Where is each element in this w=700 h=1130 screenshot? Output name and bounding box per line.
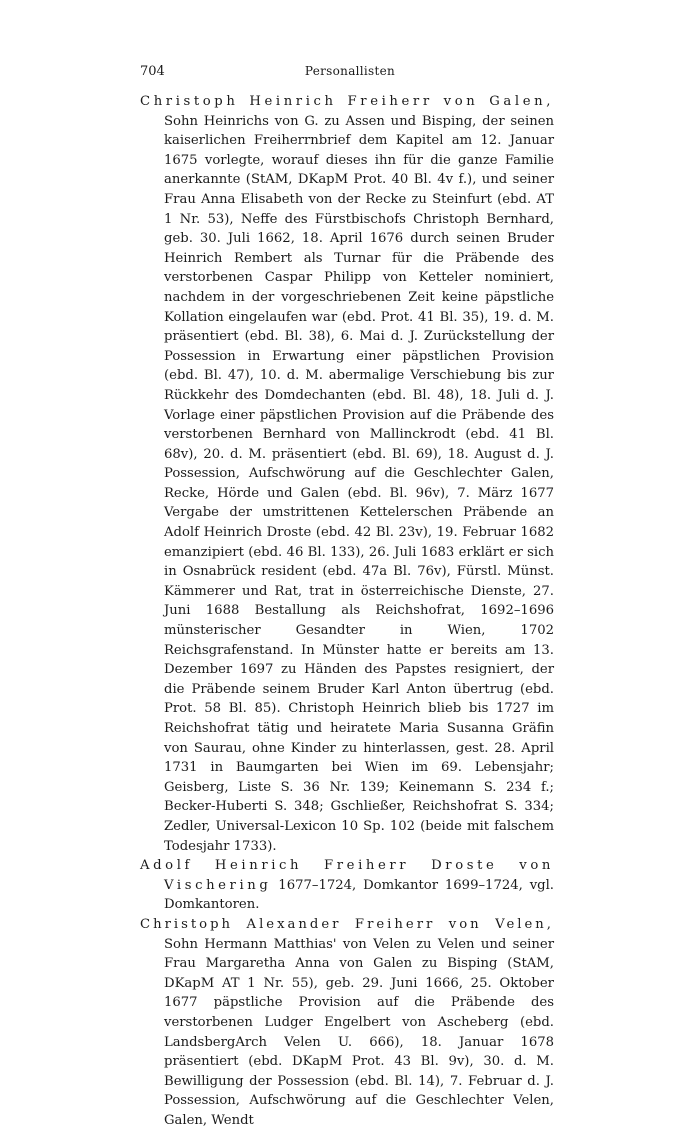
entry-droste bbox=[140, 856, 554, 915]
entry-name: Christoph Alexander Freiherr von Velen, bbox=[140, 916, 554, 932]
page-body bbox=[140, 92, 554, 1130]
entry-text: 1677–1724, Domkantor 1699–1724, vgl. Domkantoren. bbox=[164, 877, 554, 913]
page-header bbox=[140, 64, 560, 86]
entry-name: Christoph Heinrich Freiherr von Galen, bbox=[140, 94, 554, 109]
page-number: 704 bbox=[140, 64, 165, 79]
entry-text: Sohn Heinrichs von G. zu Assen und Bisping, der seinen kaiserlichen Freiherrnbrief dem Kapitel am 12. Januar 1675 vorlegte, worauf dieses ihn für die ganze Familie anerkannte (StAM, DKapM Prot. 40 Bl. 4v f.), und seiner Frau Anna Elisabeth von der Recke zu Steinfurt (ebd. AT 1 Nr. 53), Neffe des Fürstbischofs Christoph Bernhard, geb. 30. Juli 1662, 18. April 1676 durch seinen Bruder Heinrich Rembert als Turnar für die Präbende des verstorbenen Caspar Philipp von Ketteler nominiert, nachdem in der vorgeschriebenen Zeit keine päpstliche Kollation eingelaufen war (ebd. Prot. 41 Bl. 35), 19. d. M. präsentiert (ebd. Bl. 38), 6. Mai d. J. Zurückstellung der Possession in Erwartung einer päpstlichen Provision (ebd. Bl. 47), 10. d. M. abermalige Verschiebung bis zur Rückkehr des Domdechanten (ebd. Bl. 48), 18. Juli d. J. Vorlage einer päpstlichen Provision auf die Präbende des verstorbenen Bernhard von Mallinckrodt (ebd. 41 Bl. 68v), 20. d. M. präsentiert (ebd. Bl. 69), 18. August d. J. Possession, Aufschwörung auf die Geschlechter Galen, Recke, Hörde und Galen (ebd. Bl. 96v), 7. März 1677 Vergabe der umstrittenen Kettelerschen Präbende an Adolf Heinrich Droste (ebd. 42 Bl. 23v), 19. Februar 1682 emanzipiert (ebd. 46 Bl. 133), 26. Juli 1683 erklärt er sich in Osnabrück resident (ebd. 47a Bl. 76v), Fürstl. Münst. Kämmerer und Rat, trat in österreichische Dienste, 27. Juni 1688 Bestallung als Reichshofrat, 1692–1696 münsterischer Gesandter in Wien, 1702 Reichsgrafenstand. In Münster hatte er bereits am 13. Dezember 1697 zu Händen des Papstes resigniert, der die Präbende seinem Bruder Karl Anton übertrug (ebd. Prot. 58 Bl. 85). Christoph Heinrich blieb bis 1727 im Reichshofrat tätig und heiratete Maria Susanna Gräfin von Saurau, ohne Kinder zu hinterlassen, gest. 28. April 1731 in Baumgarten bei Wien im 69. Lebensjahr; Geisberg, Liste S. 36 Nr. 139; Keinemann S. 234 f.; Becker-Huberti S. 348; Gschließer, Reichshofrat S. 334; Zedler, Universal-Lexicon 10 Sp. 102 (beide mit falschem Todesjahr 1733). bbox=[164, 113, 554, 854]
entry-velen bbox=[140, 915, 554, 1130]
entry-name: Adolf Heinrich Freiherr Droste von Vischering bbox=[140, 858, 554, 893]
running-head: Personallisten bbox=[304, 64, 396, 78]
entry-text: Sohn Hermann Matthias' von Velen zu Velen und seiner Frau Margaretha Anna von Galen zu Bisping (StAM, DKapM AT 1 Nr. 55), geb. 29. Juni 1666, 25. Oktober 1677 päpstliche Provision auf die Präbende des verstorbenen Ludger Engelbert von Ascheberg (ebd. LandsbergArch Velen U. 666), 18. Januar 1678 präsentiert (ebd. DKapM Prot. 43 Bl. 9v), 30. d. M. Bewilligung der Possession (ebd. Bl. 14), 7. Februar d. J. Possession, Aufschwörung auf die Geschlechter Velen, Galen, Wendt bbox=[164, 936, 554, 1128]
entry-galen bbox=[140, 92, 554, 856]
